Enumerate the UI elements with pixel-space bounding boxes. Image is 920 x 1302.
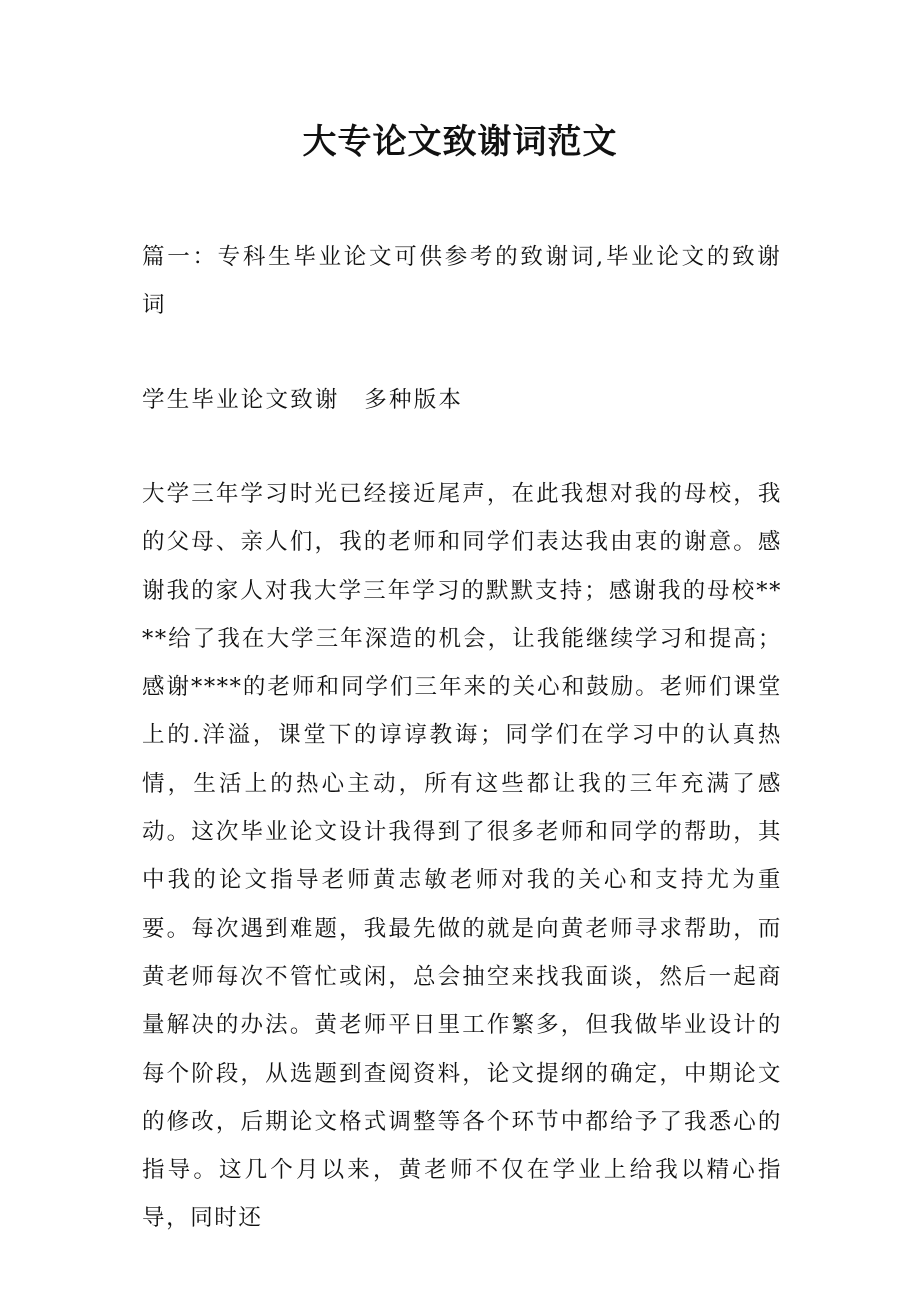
subheading: 学生毕业论文致谢 多种版本 (142, 387, 464, 413)
section-heading: 篇一：专科生毕业论文可供参考的致谢词,毕业论文的致谢词 (142, 244, 782, 318)
document-title: 大专论文致谢词范文 (302, 122, 618, 162)
body-paragraph: 大学三年学习时光已经接近尾声，在此我想对我的母校，我的父母、亲人们，我的老师和同学们表达我由衷的谢意。感谢我的家人对我大学三年学习的默默支持；感谢我的母校****给了我在大学三年深造的机会，让我能继续学习和提高；感谢****的老师和同学们三年来的关心和鼓励。老师们课堂上的.洋溢，课堂下的谆谆教诲；同学们在学习中的认真热情，生活上的热心主动，所有这些都让我的三年充满了感动。这次毕业论文设计我得到了很多老师和同学的帮助，其中我的论文指导老师黄志敏老师对我的关心和支持尤为重要。每次遇到难题，我最先做的就是向黄老师寻求帮助，而黄老师每次不管忙或闲，总会抽空来找我面谈，然后一起商量解决的办法。黄老师平日里工作繁多，但我做毕业设计的每个阶段，从选题到查阅资料，论文提纲的确定，中期论文的修改，后期论文格式调整等各个环节中都给予了我悉心的指导。这几个月以来，黄老师不仅在学业上给我以精心指导，同时还 (142, 481, 782, 1232)
